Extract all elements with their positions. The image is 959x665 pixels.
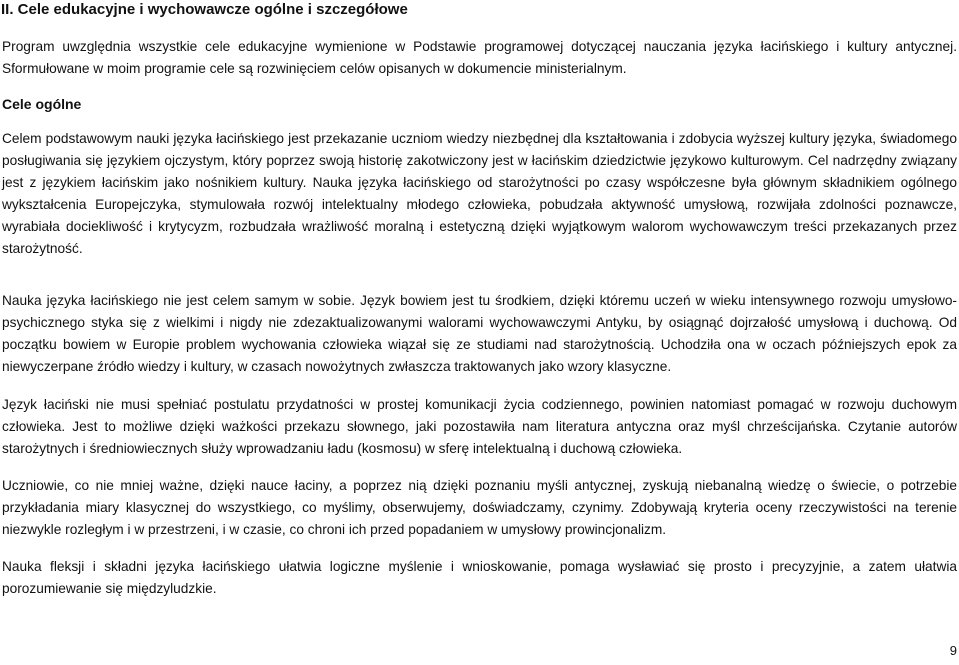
paragraph-1: Celem podstawowym nauki języka łacińskiego jest przekazanie uczniom wiedzy niezbędnej dla kształtowania i zdobycia wyższej kultury języka, świadomego posługiwania się językiem ojczystym, który poprzez swoją historię zakotwiczony jest w łacińskim dziedzictwie językowo kulturowym. Cel nadrzędny związany jest z językiem łacińskim jako nośnikiem kultury. Nauka języka łacińskiego od starożytności po czasy współczesne była głównym składnikiem ogólnego wykształcenia Europejczyka, stymulowała rozwój intelektualny młodego człowieka, pobudzała aktywność umysłową, rozwijała zdolności poznawcze, wyrabiała dociekliwość i krytycyzm, rozbudzała wrażliwość moralną i estetyczną dzięki wyjątkowym walorom wychowawczym treści przekazanych przez starożytność.: [2, 131, 957, 256]
paragraph-5: Nauka fleksji i składni języka łacińskiego ułatwia logiczne myślenie i wnioskowanie, pomaga wysławiać się prosto i precyzyjnie, a zatem ułatwia porozumiewanie się międzyludzkie.: [2, 559, 957, 596]
paragraph-4: Uczniowie, co nie mniej ważne, dzięki nauce łaciny, a poprzez nią dzięki poznaniu myśli antycznej, zyskują niebanalną wiedzę o świecie, o potrzebie przykładania miary klasycznej do wszystkiego, co myślimy, obserwujemy, doświadczamy, czynimy. Zdobywają kryteria oceny rzeczywistości na terenie niezwykle rozległym i w przestrzeni, i w czasie, co chroni ich przed popadaniem w umysłowy prowincjonalizm.: [2, 478, 957, 537]
section-heading: II. Cele edukacyjne i wychowawcze ogólne i szczegółowe: [1, 1, 408, 18]
subsection-heading: Cele ogólne: [2, 96, 82, 112]
page-number: 9: [949, 643, 957, 658]
paragraph-2: Nauka języka łacińskiego nie jest celem samym w sobie. Język bowiem jest tu środkiem, dzięki któremu uczeń w wieku intensywnego rozwoju umysłowo-psychicznego styka się z wielkimi i nigdy nie zdezaktualizowanymi walorami wychowawczymi Antyku, by osiągnąć dojrzałość umysłową i duchową. Od początku bowiem w Europie problem wychowania człowieka wiązał się ze studiami nad starożytnością. Uchodziła ona w oczach późniejszych epok za niewyczerpane źródło wiedzy i kultury, w czasach nowożytnych zwłaszcza traktowanych jako wzory klasyczne.: [2, 293, 957, 374]
intro-paragraph: Program uwzględnia wszystkie cele edukacyjne wymienione w Podstawie programowej dotyczącej nauczania języka łacińskiego i kultury antycznej. Sformułowane w moim programie cele są rozwinięciem celów opisanych w dokumencie ministerialnym.: [2, 39, 957, 76]
paragraph-3: Język łaciński nie musi spełniać postulatu przydatności w prostej komunikacji życia codziennego, powinien natomiast pomagać w rozwoju duchowym człowieka. Jest to możliwe dzięki ważkości przekazu słownego, jaki pozostawiła nam literatura antyczna oraz myśl chrześcijańska. Czytanie autorów starożytnych i średniowiecznych służy wprowadzaniu ładu (kosmosu) w sferę intelektualną i duchową człowieka.: [2, 397, 957, 456]
